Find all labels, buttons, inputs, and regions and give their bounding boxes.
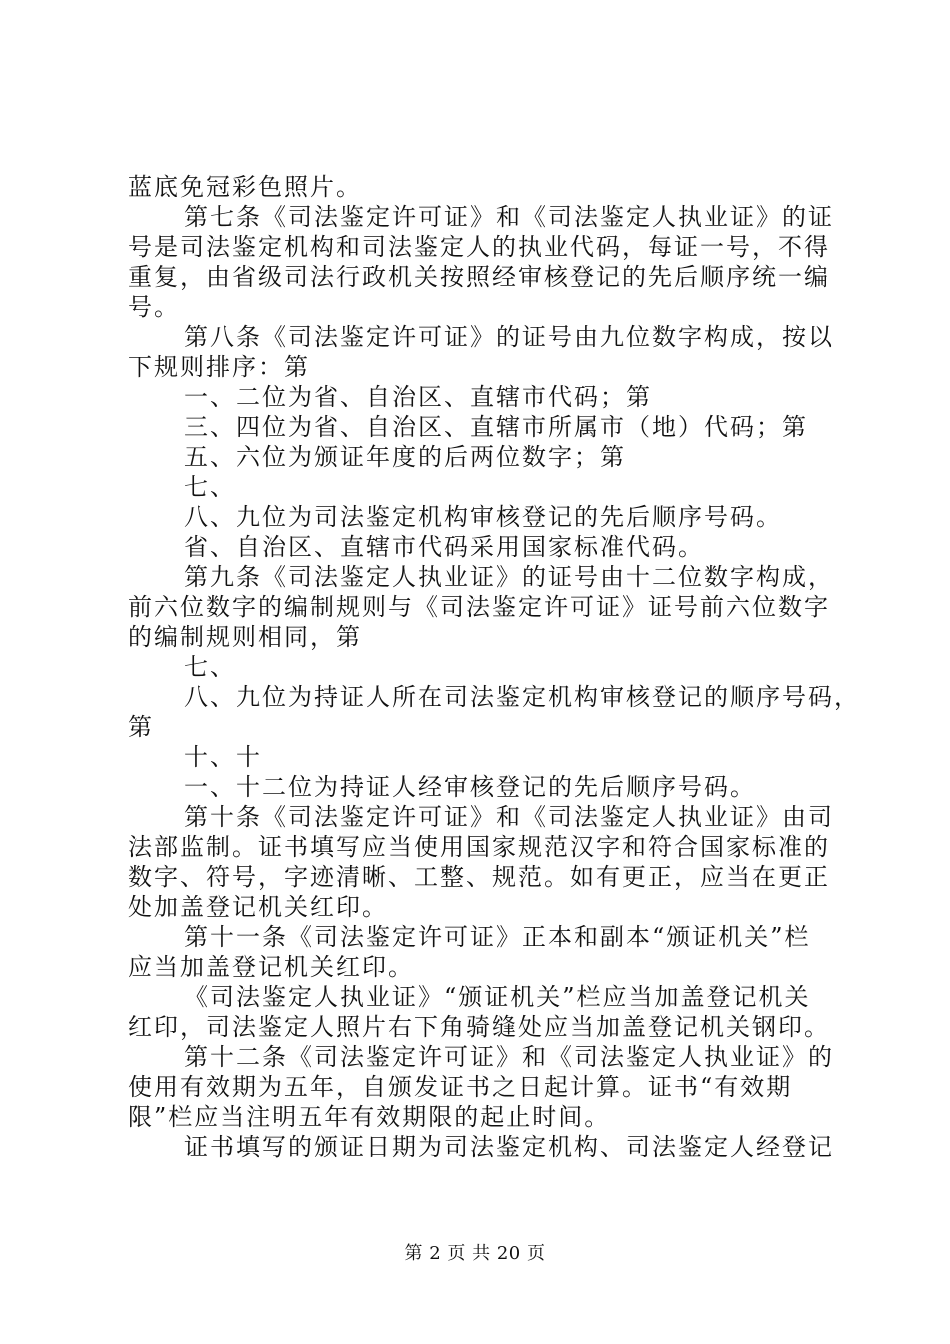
text-line: 第十条《司法鉴定许可证》和《司法鉴定人执业证》由司 [184,803,834,831]
text-line: 重复，由省级司法行政机关按照经审核登记的先后顺序统一编 [128,263,830,291]
text-line: 证书填写的颁证日期为司法鉴定机构、司法鉴定人经登记 [184,1133,834,1161]
text-line: 七、 [184,653,236,681]
text-line: 法部监制。证书填写应当使用国家规范汉字和符合国家标准的 [128,833,830,861]
text-line: 《司法鉴定人执业证》“颁证机关”栏应当加盖登记机关 [184,983,811,1011]
text-line: 蓝底免冠彩色照片。 [128,173,362,201]
text-line: 红印，司法鉴定人照片右下角骑缝处应当加盖登记机关钢印。 [128,1013,830,1041]
text-line: 十、十 [184,743,262,771]
text-line: 一、十二位为持证人经审核登记的先后顺序号码。 [184,773,756,801]
text-line: 的编制规则相同，第 [128,623,362,651]
text-line: 应当加盖登记机关红印。 [128,953,414,981]
text-line: 处加盖登记机关红印。 [128,893,388,921]
body-text [128,172,860,1162]
text-line: 五、六位为颁证年度的后两位数字；第 [184,443,626,471]
text-line: 前六位数字的编制规则与《司法鉴定许可证》证号前六位数字 [128,593,830,621]
text-line: 号。 [128,293,180,321]
text-line: 第十二条《司法鉴定许可证》和《司法鉴定人执业证》的 [184,1043,834,1071]
text-line: 第七条《司法鉴定许可证》和《司法鉴定人执业证》的证 [184,203,834,231]
text-line: 八、九位为持证人所在司法鉴定机构审核登记的顺序号码， [184,683,860,711]
text-line: 第九条《司法鉴定人执业证》的证号由十二位数字构成， [184,563,834,591]
text-line: 八、九位为司法鉴定机构审核登记的先后顺序号码。 [184,503,782,531]
text-line: 下规则排序：第 [128,353,310,381]
text-line: 第十一条《司法鉴定许可证》正本和副本“颁证机关”栏 [184,923,811,951]
text-line: 号是司法鉴定机构和司法鉴定人的执业代码，每证一号，不得 [128,233,830,261]
text-line: 三、四位为省、自治区、直辖市所属市（地）代码；第 [184,413,808,441]
text-line: 省、自治区、直辖市代码采用国家标准代码。 [184,533,704,561]
text-line: 限”栏应当注明五年有效期限的起止时间。 [128,1103,611,1131]
text-line: 七、 [184,473,236,501]
page-footer: 第 2 页 共 20 页 [404,1243,546,1264]
text-line: 第八条《司法鉴定许可证》的证号由九位数字构成，按以 [184,323,834,351]
text-line: 第 [128,713,154,741]
text-line: 数字、符号，字迹清晰、工整、规范。如有更正，应当在更正 [128,863,830,891]
text-line: 一、二位为省、自治区、直辖市代码；第 [184,383,652,411]
text-line: 使用有效期为五年，自颁发证书之日起计算。证书“有效期 [128,1073,793,1101]
